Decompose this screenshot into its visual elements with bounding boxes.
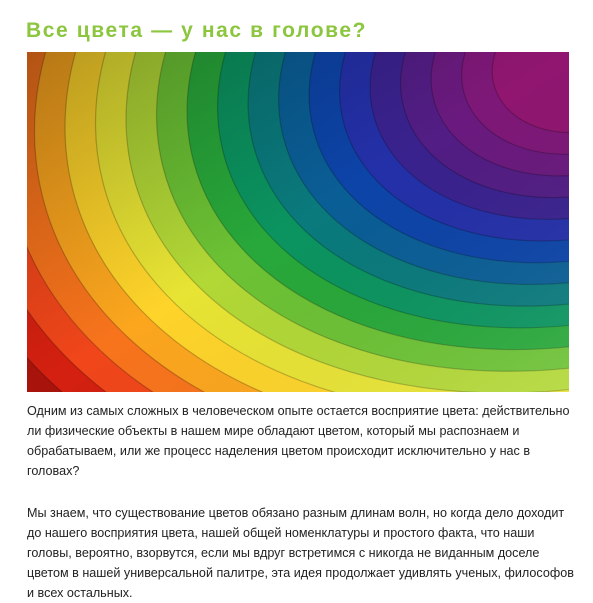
image-shading: [27, 52, 569, 392]
article-title: Все цвета — у нас в голове?: [26, 19, 368, 42]
rainbow-spiral-graphic: [27, 52, 569, 392]
article-paragraph-1: Одним из самых сложных в человеческом опыте остается восприятие цвета: действительно ли физические объекты в нашем мире обладают цветом, который мы распознаем и обрабатываем, или же процесс наделения цветом происходит исключительно у нас в головах?: [27, 404, 570, 478]
rainbow-spiral-image: [27, 52, 569, 392]
article-paragraph-2: Мы знаем, что существование цветов обязано разным длинам волн, но когда дело доходит до нашего восприятия цвета, нашей общей номенклатуры и простого факта, что наши головы, вероятно, взорвутся, если мы вдруг встретимся с никогда не виданным доселе цветом в нашей универсальной палитре, эта идея продолжает удивлять ученых, философов и всех остальных.: [27, 506, 574, 600]
